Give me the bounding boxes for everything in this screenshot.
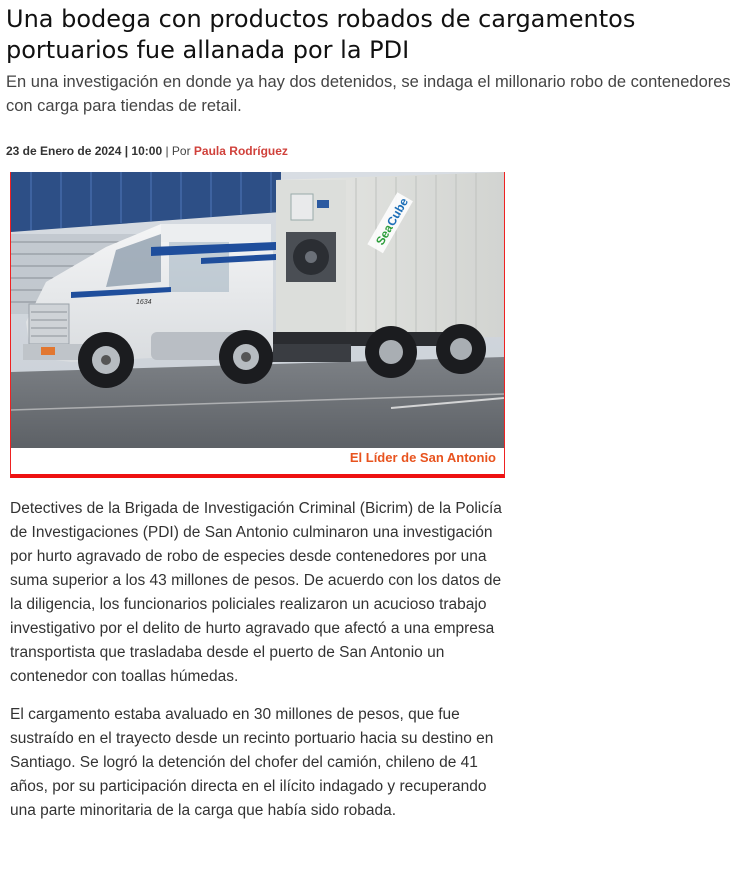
body-paragraph-1: Detectives de la Brigada de Investigación Criminal (Bicrim) de la Policía de Investigaciones (PDI) de San Antonio culminaron una investigación por hurto agravado de robo de especies desde contenedores por una suma superior a los 43 millones de pesos. De acuerdo con los datos de la diligencia, los funcionarios policiales realizaron un acucioso trabajo investigativo por el delito de hurto agravado que afectó a una empresa transportista que trasladaba desde el puerto de San Antonio un contenedor con toallas húmedas.	[10, 500, 502, 685]
article-body	[10, 497, 510, 837]
body-paragraph-2: El cargamento estaba avaluado en 30 millones de pesos, que fue sustraído en el trayecto desde un recinto portuario hacia su destino en Santiago. Se logró la detención del chofer del camión, chileno de 41 años, por su participación directa en el ilícito indagado y recuperando una parte minoritaria de la carga que había sido robada.	[10, 706, 494, 819]
author-link[interactable]: Paula Rodríguez	[193, 144, 288, 158]
byline-separator: | Por	[162, 144, 194, 158]
photo-caption: El Líder de San Antonio	[349, 450, 496, 465]
article-figure	[10, 172, 505, 478]
article-headline: Una bodega con productos robados de cargamentos portuarios fue allanada por la PDI	[6, 5, 636, 64]
svg-text:1634: 1634	[136, 299, 152, 306]
svg-text:Cube: Cube	[383, 195, 412, 229]
svg-text:Sea: Sea	[372, 222, 396, 248]
article-subtitle: En una investigación en donde ya hay dos detenidos, se indaga el millonario robo de contenedores con carga para tiendas de retail.	[6, 73, 731, 115]
publish-date: 23 de Enero de 2024 | 10:00	[6, 144, 163, 158]
article-byline	[6, 143, 288, 159]
truck-photo[interactable]	[11, 172, 504, 448]
